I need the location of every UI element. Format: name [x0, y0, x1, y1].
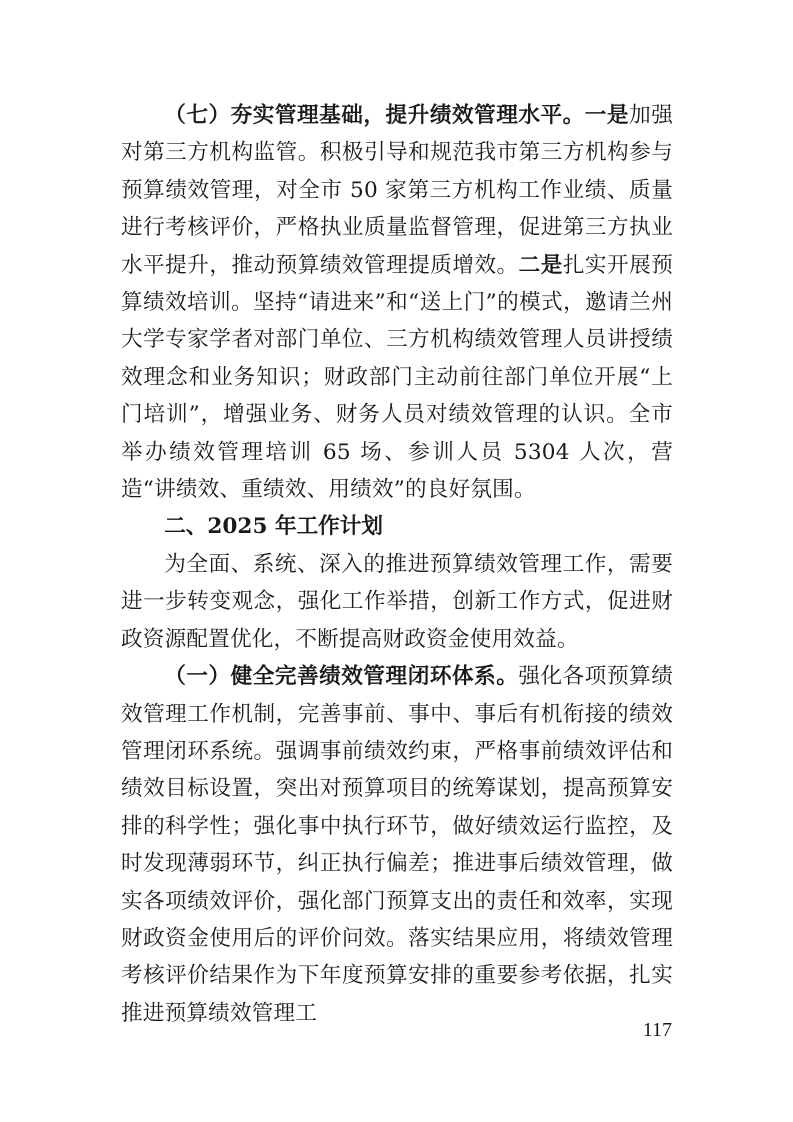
section-heading: 二、2025 年工作计划: [164, 514, 383, 540]
subsection-lead-heading: （一）健全完善绩效管理闭环体系。: [164, 664, 519, 690]
intro-paragraph: 为全面、系统、深入的推进预算绩效管理工作，需要进一步转变观念，强化工作举措，创新工作方式，促进财政资源配置优化，不断提高财政资金使用效益。: [121, 551, 673, 652]
point-one-marker: 一是: [584, 103, 630, 128]
paragraph-subsection-one: [121, 658, 673, 1032]
paragraph-section-seven: [121, 97, 673, 508]
point-two-marker: 二是: [518, 252, 563, 278]
document-page: [121, 97, 673, 1032]
paragraph-lead-heading: （七）夯实管理基础，提升绩效管理水平。: [164, 103, 585, 128]
subsection-body-text: 强化各项预算绩效管理工作机制，完善事前、事中、事后有机衔接的绩效管理闭环系统。强调事前绩效约束，严格事前绩效评估和绩效目标设置，突出对预算项目的统筹谋划，提高预算安排的科学性；强化事中执行环节，做好绩效运行监控，及时发现薄弱环节，纠正执行偏差；推进事后绩效管理，做实各项绩效评价，强化部门预算支出的责任和效率，实现财政资金使用后的评价问效。落实结果应用，将绩效管理考核评价结果作为下年度预算安排的重要参考依据，扎实推进预算绩效管理工: [121, 664, 674, 1026]
point-one-text: 加强对第三方机构监管。积极引导和规范我市第三方机构参与预算绩效管理，对全市 50 家第三方机构工作业绩、质量进行考核评价，严格执业质量监督管理，促进第三方执业水平提升，推动预算绩效管理提质增效。: [121, 103, 673, 278]
page-number: 117: [642, 1019, 672, 1041]
point-two-text: 扎实开展预算绩效培训。坚持“请进来”和“送上门”的模式，邀请兰州大学专家学者对部门单位、三方机构绩效管理人员讲授绩效理念和业务知识；财政部门主动前往部门单位开展“上门培训”，增强业务、财务人员对绩效管理的认识。全市举办绩效管理培训 65 场、参训人员 5304 人次，营造“讲绩效、重绩效、用绩效”的良好氛围。: [121, 252, 673, 503]
